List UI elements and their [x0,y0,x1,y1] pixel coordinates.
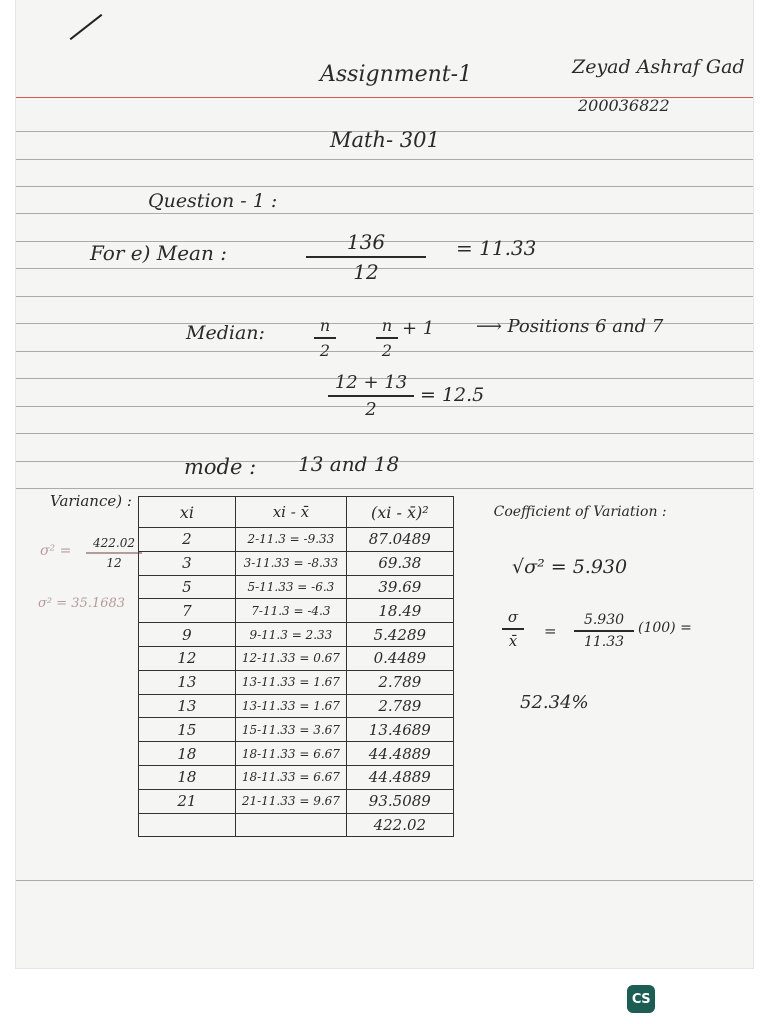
median-two: 2 [319,340,331,360]
fraction-bar [502,628,524,630]
deviation-cell: 9-11.3 = 2.33 [235,623,346,647]
blank-cell [453,694,753,718]
table-row [139,528,754,552]
cv-mean: x̄ [508,631,518,650]
question-label: Question - 1 : [148,190,278,212]
table-row [139,742,754,766]
median-n-over-2-second [376,316,398,360]
mean-fraction [306,230,426,284]
squared-cell: 87.0489 [347,528,454,552]
blank-cell [235,813,346,837]
cv-result: 52.34% [520,692,589,713]
variance-lhs: σ² = [40,543,72,559]
deviation-cell: 18-11.33 = 6.67 [235,742,346,766]
median-plus-one: + 1 [402,318,435,339]
mean-result: = 11.33 [456,236,537,260]
table-header-row [139,497,754,528]
camscanner-logo: CS [627,985,655,1013]
squared-cell: 2.789 [347,670,454,694]
variance-fraction [86,536,142,570]
median-calc-numerator: 12 + 13 [334,372,408,393]
cv-multiplier: (100) = [638,620,692,636]
table-total-row [139,813,754,837]
squared-cell: 2.789 [347,694,454,718]
fraction-bar [574,630,634,632]
median-label: Median: [186,322,265,344]
blank-cell [453,742,753,766]
squared-cell: 44.4889 [347,742,454,766]
table-row [139,694,754,718]
table-row [139,646,754,670]
median-two: 2 [381,340,393,360]
ruled-line [16,213,753,214]
ruled-line [16,159,753,160]
variance-denominator: 12 [106,555,122,570]
median-n-over-2 [314,316,336,360]
squared-cell: 39.69 [347,575,454,599]
ruled-line [16,880,753,881]
blank-cell [453,575,753,599]
blank-cell [453,646,753,670]
median-calc-fraction [328,372,414,420]
assignment-title: Assignment-1 [320,62,473,87]
mean-label: For e) Mean : [90,241,227,265]
blank-cell [453,718,753,742]
deviation-cell: 18-11.33 = 6.67 [235,765,346,789]
deviation-cell: 15-11.33 = 3.67 [235,718,346,742]
xi-cell: 18 [139,765,236,789]
xi-cell: 7 [139,599,236,623]
ruled-line [16,433,753,434]
xi-cell: 2 [139,528,236,552]
deviation-cell: 5-11.33 = -6.3 [235,575,346,599]
mean-denominator: 12 [353,259,379,284]
xi-cell: 12 [139,646,236,670]
variance-numerator: 422.02 [93,536,135,550]
blank-cell [453,813,753,837]
fraction-bar [376,337,398,339]
deviation-cell: 13-11.33 = 1.67 [235,694,346,718]
ruled-line [16,186,753,187]
xi-cell: 9 [139,623,236,647]
xi-cell: 15 [139,718,236,742]
fraction-bar [86,552,142,554]
deviation-cell: 7-11.3 = -4.3 [235,599,346,623]
variance-label: Variance) : [50,492,132,510]
table-row [139,718,754,742]
blank-cell [453,528,753,552]
median-positions: ⟶ Positions 6 and 7 [476,316,664,337]
fraction-bar [306,256,426,258]
squared-cell: 0.4489 [347,646,454,670]
cv-title: Coefficient of Variation : [453,497,753,528]
notebook-page [16,0,753,968]
cv-calc [574,612,634,650]
squared-cell: 18.49 [347,599,454,623]
squared-cell: 44.4889 [347,765,454,789]
total-cell: 422.02 [347,813,454,837]
mode-label: mode : [184,455,257,479]
squared-cell: 13.4689 [347,718,454,742]
deviation-table [138,496,753,837]
squared-cell: 69.38 [347,551,454,575]
cv-ratio [502,608,524,650]
table-row [139,670,754,694]
header-squared: (xi - x̄)² [347,497,454,528]
course-code: Math- 301 [330,128,440,152]
median-result: = 12.5 [420,384,485,406]
xi-cell: 13 [139,694,236,718]
median-n: n [319,316,331,335]
pen-stroke [70,14,103,40]
deviation-cell: 3-11.33 = -8.33 [235,551,346,575]
ruled-line [16,488,753,489]
table-row [139,789,754,813]
squared-cell: 93.5089 [347,789,454,813]
student-id: 200036822 [578,96,670,115]
cv-equals: = [544,622,557,640]
xi-cell: 13 [139,670,236,694]
table-row [139,575,754,599]
cv-calc-denominator: 11.33 [583,633,625,650]
blank-cell [453,670,753,694]
median-calc-denominator: 2 [365,398,377,420]
mode-value: 13 and 18 [298,452,400,476]
table-row [139,551,754,575]
fraction-bar [314,337,336,339]
deviation-cell: 21-11.33 = 9.67 [235,789,346,813]
student-name: Zeyad Ashraf Gad [572,56,745,78]
blank-cell [453,789,753,813]
deviation-cell: 13-11.33 = 1.67 [235,670,346,694]
variance-result: σ² = 35.1683 [38,596,126,611]
ruled-line [16,296,753,297]
header-deviation: xi - x̄ [235,497,346,528]
xi-cell: 5 [139,575,236,599]
xi-cell: 21 [139,789,236,813]
xi-cell: 18 [139,742,236,766]
deviation-cell: 12-11.33 = 0.67 [235,646,346,670]
median-n: n [381,316,393,335]
cv-sqrt: √σ² = 5.930 [512,556,628,578]
cv-sigma: σ [507,608,519,626]
blank-cell [453,765,753,789]
fraction-bar [328,395,414,397]
xi-cell: 3 [139,551,236,575]
table-row [139,765,754,789]
blank-cell [139,813,236,837]
mean-numerator: 136 [346,230,386,254]
header-xi: xi [139,497,236,528]
deviation-cell: 2-11.3 = -9.33 [235,528,346,552]
squared-cell: 5.4289 [347,623,454,647]
cv-calc-numerator: 5.930 [583,612,625,628]
